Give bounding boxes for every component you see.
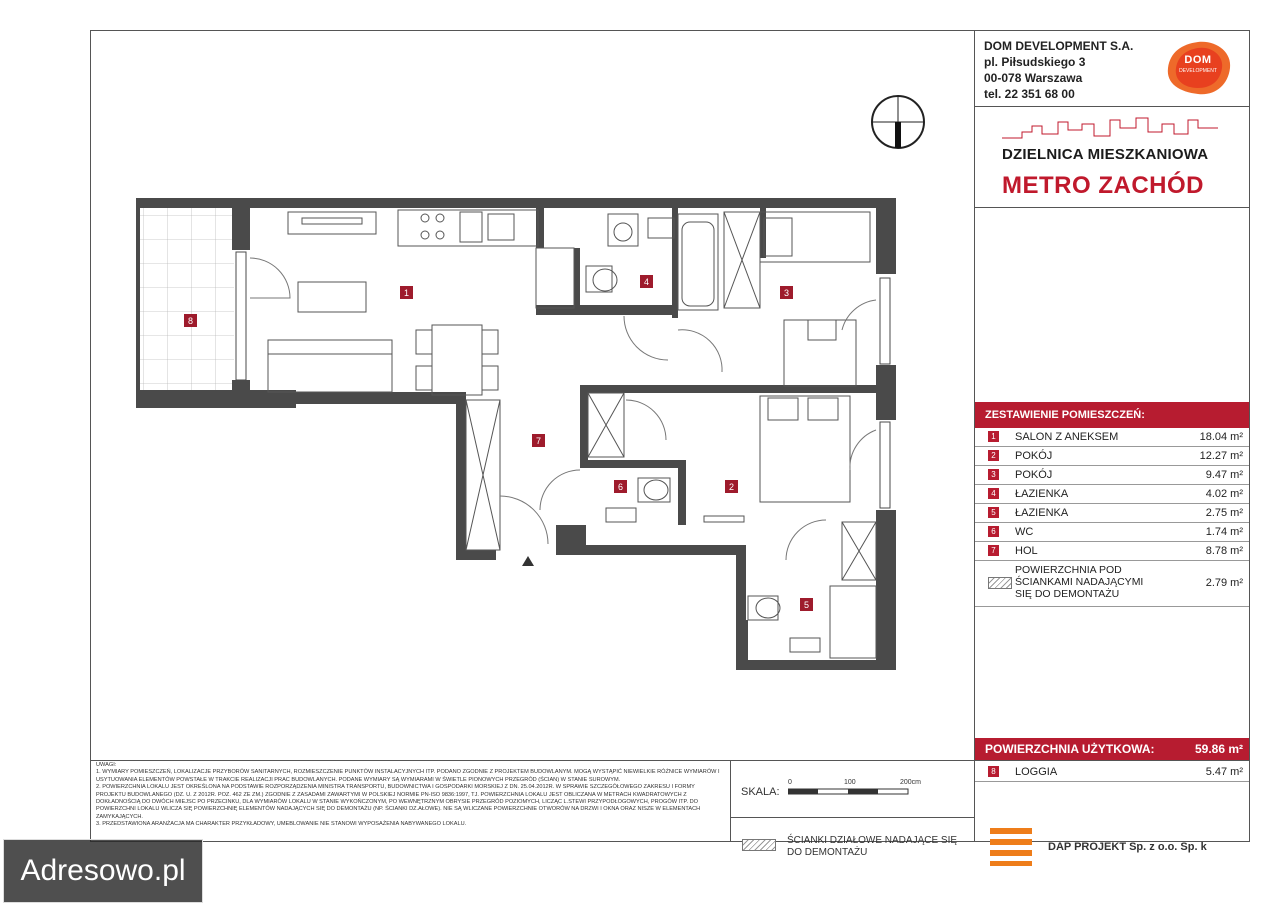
room-name: POKÓJ: [1015, 450, 1053, 462]
estate-divider: [974, 207, 1250, 208]
room-row: [975, 485, 1249, 504]
room-area: 12.27 m²: [1199, 450, 1243, 462]
room-num: 4: [988, 488, 999, 499]
rooms-title: ZESTAWIENIE POMIESZCZEŃ:: [975, 402, 1249, 428]
header-divider: [974, 106, 1250, 107]
room-num: 2: [988, 450, 999, 461]
walls-area: 2.79 m²: [1205, 577, 1243, 589]
room-area: 18.04 m²: [1199, 431, 1243, 443]
company-info: [984, 38, 1133, 102]
total-area-bar: [975, 738, 1249, 760]
logo-text: DOM: [1184, 54, 1212, 66]
legend-text: [787, 835, 957, 859]
room-label-3-text: 3: [783, 288, 790, 298]
note-1: 1. WYMIARY POMIESZCZEŃ, LOKALIZACJE PRZYBORÓW SANITARNYCH, ROZMIESZCZENIE PUNKTÓW INSTALACYJNYCH ITP. PODANO ZGODNIE Z PROJEKTEM BUDOWLANYM. MOGĄ WYSTĄPIĆ NIEWIELKIE RÓŻNICE WYMIARÓW I USYTUOWANIA ELEMENTÓW POWSTAŁE W TRAKCIE REALIZACJI PRAC BUDOWLANYCH. PODANE WYMIARY SĄ WYMIARAMI W ŚWIETLE PIONOWYCH PRZEGRÓD (ŚCIAN) W STANIE SUROWYM.: [96, 769, 720, 783]
room-label-1-text: 1: [403, 288, 410, 298]
footer-divider-h: [730, 817, 974, 818]
room-area: 4.02 m²: [1205, 488, 1243, 500]
notes-title: UWAGI:: [96, 762, 117, 768]
company-name: DOM DEVELOPMENT S.A.: [984, 39, 1134, 53]
room-name: LOGGIA: [1015, 766, 1058, 778]
room-area: 9.47 m²: [1205, 469, 1243, 481]
company-phone: tel. 22 351 68 00: [984, 87, 1075, 101]
walls-label-line3: SIĘ DO DEMONTAŻU: [1015, 588, 1120, 600]
walls-row: [975, 561, 1249, 607]
company-address1: pl. Piłsudskiego 3: [984, 55, 1086, 69]
estate-line2: METRO ZACHÓD: [1002, 172, 1204, 199]
scale-label: SKALA:: [741, 786, 780, 798]
total-area-label: POWIERZCHNIA UŻYTKOWA:: [985, 742, 1155, 756]
room-label-2-text: 2: [728, 482, 735, 492]
room-num: 1: [988, 431, 999, 442]
scale-tick-100: 100: [844, 779, 856, 786]
legend-line1: ŚCIANKI DZIAŁOWE NADAJĄCE SIĘ: [787, 835, 958, 846]
room-num: 7: [988, 545, 999, 556]
hatch-swatch: [988, 577, 1012, 589]
room-name: ŁAZIENKA: [1015, 488, 1069, 500]
room-name: WC: [1015, 526, 1034, 538]
scale-tick-0: 0: [788, 779, 792, 786]
skyline-icon: [1002, 114, 1218, 140]
room-label-8-text: 8: [187, 316, 194, 326]
estate-line1: DZIELNICA MIESZKANIOWA: [1002, 146, 1209, 163]
room-label-4-text: 4: [643, 277, 650, 287]
room-label-7-text: 7: [535, 436, 542, 446]
room-row: [975, 447, 1249, 466]
walls-label-line2: ŚCIANKAMI NADAJĄCYMI: [1015, 576, 1144, 588]
footer-divider: [90, 760, 1250, 761]
room-num: 6: [988, 526, 999, 537]
room-name: SALON Z ANEKSEM: [1015, 431, 1119, 443]
notes: [96, 762, 724, 829]
room-area: 8.78 m²: [1205, 545, 1243, 557]
footer-divider-v1: [730, 760, 731, 842]
entry-marker-icon: [522, 556, 534, 566]
note-3: 3. PRZEDSTAWIONA ARANŻACJA MA CHARAKTER PRZYKŁADOWY, UMEBLOWANIE NIE STANOWI WYPOSAŻENIA NABYWANEGO LOKALU.: [96, 821, 467, 828]
room-area: 1.74 m²: [1205, 526, 1243, 538]
room-area: 2.75 m²: [1205, 507, 1243, 519]
room-labels: [184, 275, 813, 611]
dap-logo: [990, 828, 1032, 866]
note-2: 2. POWIERZCHNIA LOKALU JEST OKREŚLONA NA PODSTAWIE ROZPORZĄDZENIA MINISTRA TRANSPORTU, BUDOWNICTWA I GOSPODARKI MORSKIEJ Z DN. 25.04.2012R. W SPRAWIE SZCZEGÓŁOWEGO ZAKRESU I FORMY PROJEKTU BUDOWLANEGO (DZ. U. Z 2012R. POZ. 462 ZE ZM.) ZGODNIE Z ZASADAMI ZAWARTYMI W POLSKIEJ NORMIE PN-ISO 9836:1997, TJ. POWIERZCHNIA LOKALU JEST OBLICZANA W METRACH KWADRATOWYCH Z DOKŁADNOŚCIĄ DO DWÓCH MIEJSC PO PRZECINKU, DLA WYMIARÓW LOKALU W STANIE WYKOŃCZONYM, PO WEWNĘTRZNYM OBRYSIE PRZEGRÓD POZIOMYCH, LICZĄC L.STEWI PRZYPODŁOGOWYCH, PROGÓW ITP. DO POWIERZCHNI LOKALU WLICZA SIĘ POWIERZCHNIĘ ELEMENTÓW NADAJĄCYCH SIĘ DO DEMONTAŻU (NP. ŚCIANKI DZ.AŁOWE). NIE SĄ WLICZANE POWIERZCHNIE OTWORÓW NA DRZWI I OKNA ORAZ NISZE W ELEMENTACH ZAMYKAJĄCYCH.: [96, 784, 701, 820]
scale-tick-200: 200cm: [900, 779, 922, 786]
logo-subtext: DEVELOPMENT: [1179, 68, 1217, 74]
loggia-row: [975, 763, 1249, 782]
compass-icon: [872, 96, 924, 148]
total-area-value: 59.86 m²: [1194, 742, 1243, 756]
room-num: 3: [988, 469, 999, 480]
legend-hatch-swatch: [742, 839, 776, 851]
walls: [136, 198, 896, 670]
room-label-5-text: 5: [803, 600, 810, 610]
scale-bar: [788, 788, 918, 796]
room-name: HOL: [1015, 545, 1038, 557]
legend-line2: DO DEMONTAŻU: [787, 847, 868, 858]
architect-name: DAP PROJEKT Sp. z o.o. Sp. k: [1048, 841, 1207, 853]
loggia-tiles: [138, 200, 234, 390]
room-area: 5.47 m²: [1205, 766, 1243, 778]
room-row: [975, 523, 1249, 542]
room-name: ŁAZIENKA: [1015, 507, 1069, 519]
room-row: [975, 542, 1249, 561]
room-label-6-text: 6: [617, 482, 624, 492]
watermark: Adresowo.pl: [3, 839, 203, 903]
room-name: POKÓJ: [1015, 469, 1053, 481]
room-row: [975, 428, 1249, 447]
walls-label: [1015, 564, 1143, 600]
walls-label-line1: POWIERZCHNIA POD: [1015, 564, 1122, 576]
dom-logo: [1164, 40, 1232, 96]
room-row: [975, 504, 1249, 523]
room-num: 5: [988, 507, 999, 518]
room-row: [975, 466, 1249, 485]
room-num: 8: [988, 766, 999, 777]
floor-plan: [90, 30, 974, 760]
company-address2: 00-078 Warszawa: [984, 71, 1083, 85]
